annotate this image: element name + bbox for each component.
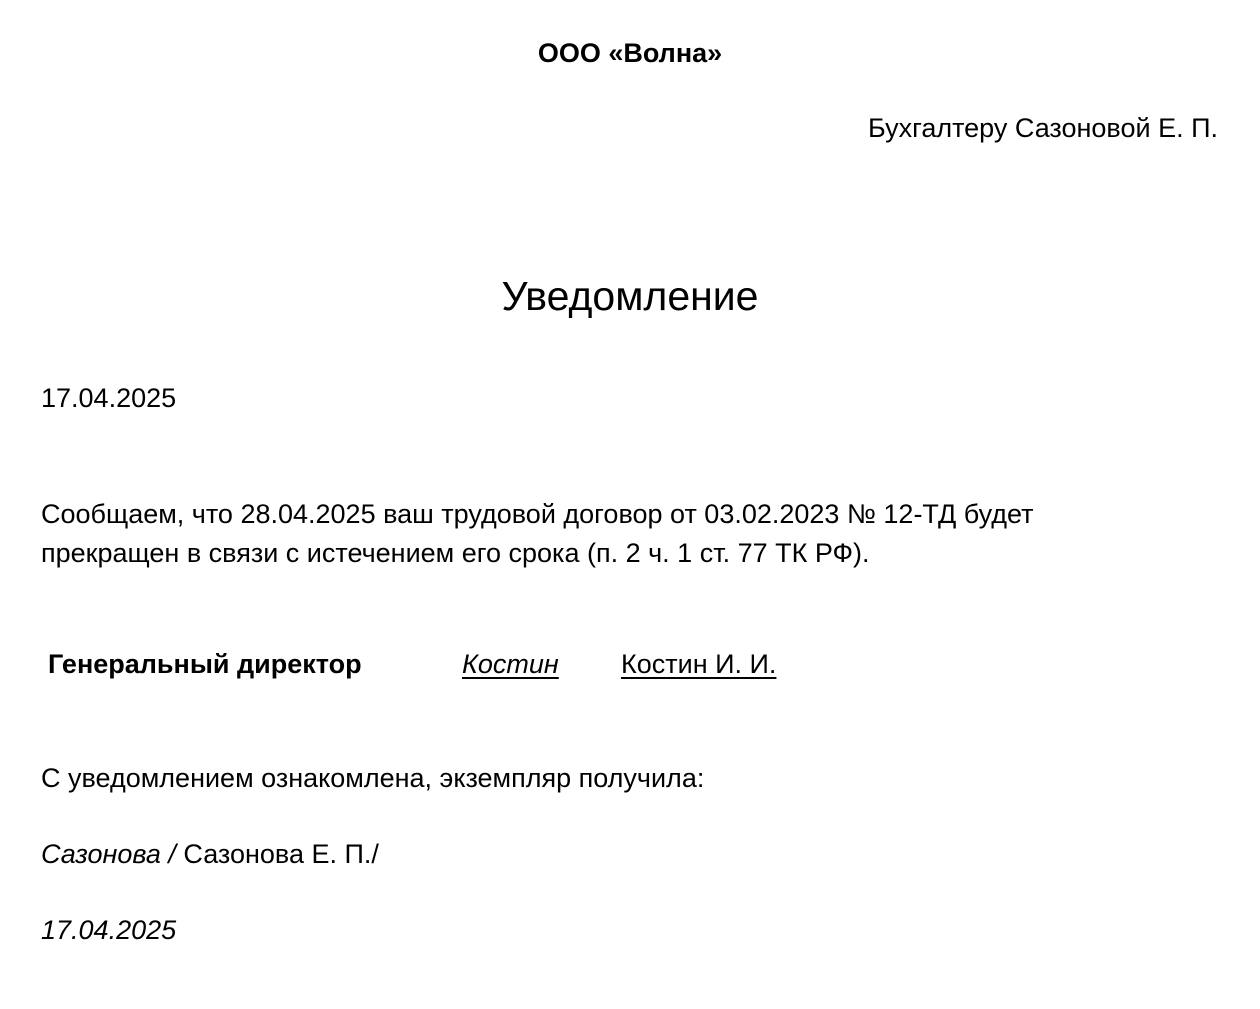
document-date: 17.04.2025 [41, 383, 177, 413]
recipient: Бухгалтеру Сазоновой Е. П. [867, 113, 1218, 143]
employee-name: Сазонова Е. П./ [175, 839, 379, 869]
director-signature: Костин [462, 649, 559, 679]
acknowledgement-date: 17.04.2025 [41, 915, 177, 945]
signatory-role: Генеральный директор [48, 649, 362, 679]
director-name: Костин И. И. [621, 649, 777, 679]
acknowledgement-text: С уведомлением ознакомлена, экземпляр получила: [41, 763, 705, 793]
notice-body [41, 495, 1221, 573]
notice-body-line-1: Сообщаем, что 28.04.2025 ваш трудовой договор от 03.02.2023 № 12-ТД будет [41, 499, 1034, 529]
notice-body-line-2: прекращен в связи с истечением его срока (п. 2 ч. 1 ст. 77 ТК РФ). [41, 538, 870, 568]
employee-signature: Сазонова / [41, 839, 176, 869]
organization-name: ООО «Волна» [537, 38, 723, 68]
document-title: Уведомление [501, 273, 759, 319]
employee-signature-line [41, 841, 379, 868]
